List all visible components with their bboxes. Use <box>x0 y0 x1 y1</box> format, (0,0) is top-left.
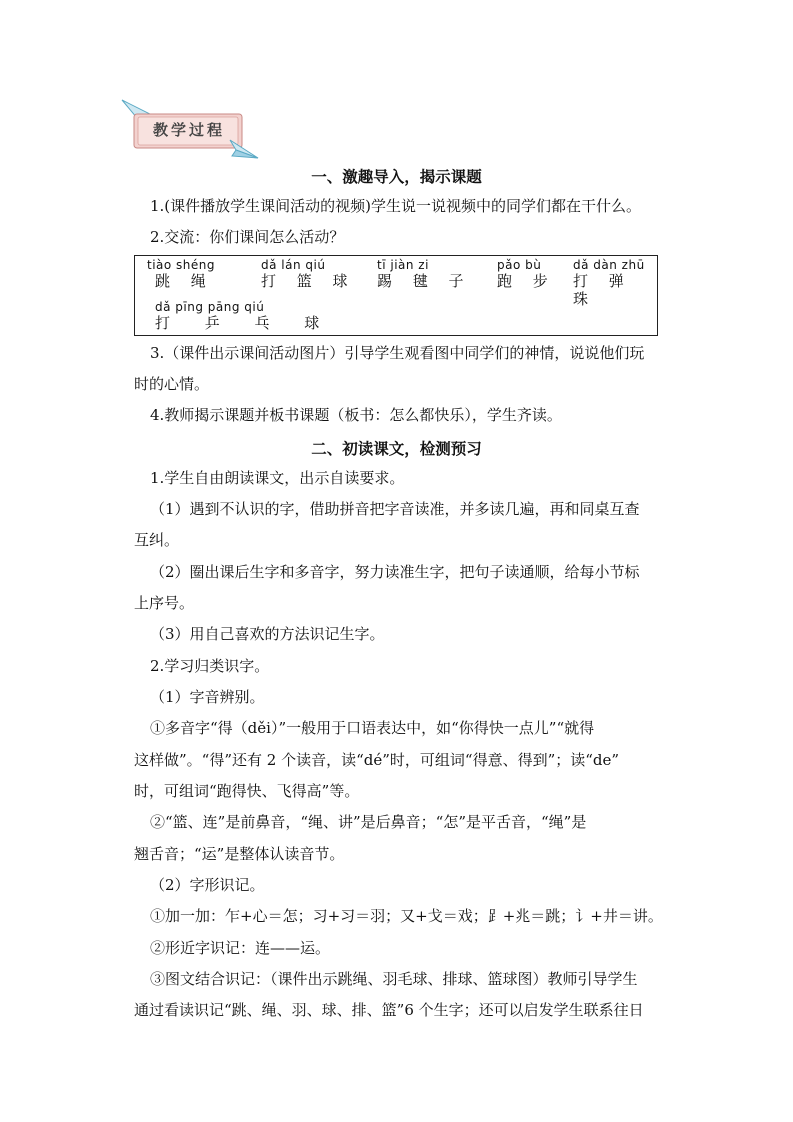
paragraph: 通过看读识记“跳、绳、羽、球、排、篮”6 个生字；还可以启发学生联系往日 <box>134 1001 644 1019</box>
paragraph: ③图文结合识记：（课件出示跳绳、羽毛球、排球、篮球图）教师引导学生 <box>150 970 638 988</box>
pinyin: dǎ pīng pāng qiú <box>155 300 265 314</box>
hanzi: 跳 绳 <box>155 272 214 290</box>
paragraph: （1）字音辨别。 <box>150 688 265 706</box>
paragraph: ②“篮、连”是前鼻音，“绳、讲”是后鼻音；“怎”是平舌音，“绳”是 <box>150 813 587 831</box>
activity-word <box>497 258 556 290</box>
paragraph: 时的心情。 <box>134 375 210 393</box>
pinyin: dǎ dàn zhū <box>573 258 645 272</box>
paragraph: 2.学习归类识字。 <box>150 657 270 675</box>
paragraph: 4.教师揭示课题并板书课题（板书：怎么都快乐），学生齐读。 <box>150 406 562 424</box>
section-title-1: 一、激趣导入，揭示课题 <box>311 167 482 186</box>
paragraph: （2）圈出课后生字和多音字，努力读准生字，把句子读通顺，给每小节标 <box>150 563 640 581</box>
paragraph: （2）字形识记。 <box>150 876 265 894</box>
activity-word <box>573 258 657 308</box>
hanzi: 打 篮 球 <box>261 272 356 290</box>
pinyin: dǎ lán qiú <box>261 258 326 272</box>
hanzi: 踢 毽 子 <box>377 272 472 290</box>
paragraph: ①多音字“得（děi）”一般用于口语表达中，如“你得快一点儿”“就得 <box>150 719 595 737</box>
paragraph: ②形近字识记：连——运。 <box>150 939 331 957</box>
paragraph: 1.学生自由朗读课文，出示自读要求。 <box>150 469 405 487</box>
banner-title: 教学过程 <box>152 121 225 139</box>
paragraph: 时，可组词“跑得快、飞得高”等。 <box>134 782 360 800</box>
paragraph: （1）遇到不认识的字，借助拼音把字音读准，并多读几遍，再和同桌互查 <box>150 500 640 518</box>
paragraph: （3）用自己喜欢的方法识记生字。 <box>150 625 385 643</box>
activity-word <box>377 258 472 290</box>
pinyin: tī jiàn zi <box>377 258 429 272</box>
pinyin: pǎo bù <box>497 258 542 272</box>
paragraph: 互纠。 <box>134 531 180 549</box>
teaching-process-banner <box>118 98 260 160</box>
paragraph: 3.（课件出示课间活动图片）引导学生观看图中同学们的神情，说说他们玩 <box>150 344 645 362</box>
pinyin: tiào shéng <box>147 258 216 272</box>
paragraph: 2.交流：你们课间怎么活动？ <box>150 228 345 246</box>
paragraph: 翘舌音；“运”是整体认读音节。 <box>134 845 345 863</box>
paragraph: 这样做”。“得”还有 2 个读音，读“dé”时，可组词“得意、得到”；读“de” <box>134 751 620 769</box>
activity-word <box>261 258 356 290</box>
paragraph: ①加一加：乍+心＝怎；习+习＝羽；又+戈＝戏；⻊+兆＝跳；讠+井＝讲。 <box>150 907 663 925</box>
hanzi: 跑 步 <box>497 272 556 290</box>
paragraph: 1.(课件播放学生课间活动的视频)学生说一说视频中的同学们都在干什么。 <box>150 197 642 215</box>
hanzi: 打 弹 珠 <box>573 272 632 308</box>
paragraph: 上序号。 <box>134 594 195 612</box>
activity-word <box>155 300 334 332</box>
hanzi: 打 乒 乓 球 <box>155 314 335 332</box>
section-title-2: 二、初读课文，检测预习 <box>311 439 482 458</box>
activity-pinyin-box <box>134 255 658 336</box>
activity-word <box>147 258 215 290</box>
